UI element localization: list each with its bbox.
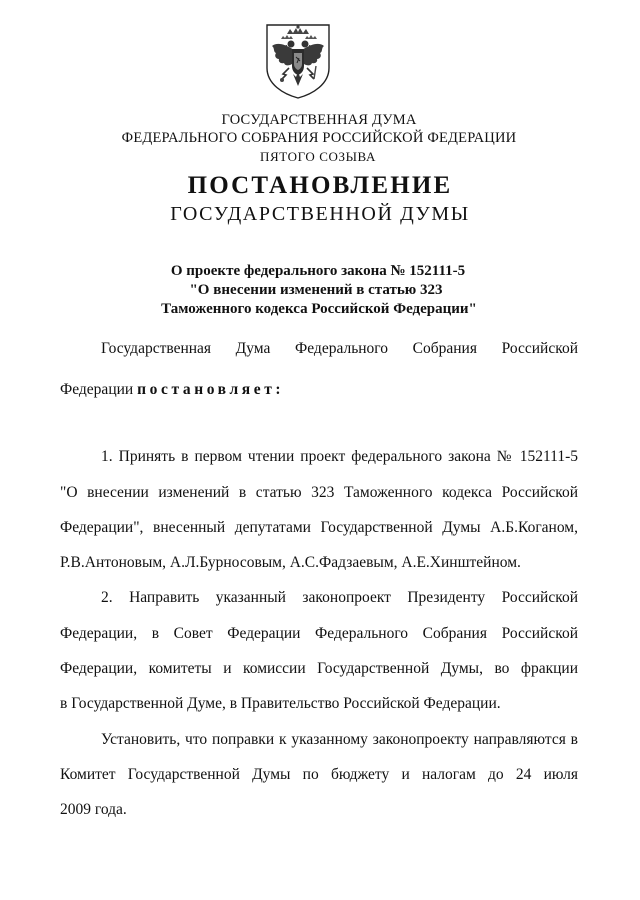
subject-line-2: "О внесении изменений в статью 323 <box>189 282 443 298</box>
russian-coat-of-arms-icon <box>263 22 333 100</box>
paragraph-1-line-2: "О внесении изменений в статью 323 Таможенного кодекса Российской <box>60 484 578 501</box>
paragraph-1-line-4: Р.В.Антоновым, А.Л.Бурносовым, А.С.Фадзаевым, А.Е.Хинштейном. <box>60 554 521 571</box>
paragraph-2-line-1: 2. Направить указанный законопроект Президенту Российской <box>101 589 578 606</box>
intro-line-1: Государственная Дума Федерального Собрания Российской <box>101 340 578 357</box>
paragraph-3-line-3: 2009 года. <box>60 801 127 818</box>
paragraph-2-line-3: Федерации, комитеты и комиссии Государственной Думы, во фракции <box>60 660 578 677</box>
org-line-convocation: ПЯТОГО СОЗЫВА <box>260 149 376 164</box>
document-title: ПОСТАНОВЛЕНИЕ <box>187 172 453 199</box>
subject-line-1: О проекте федерального закона № 152111-5 <box>170 263 466 279</box>
subject-line-3: Таможенного кодекса Российской Федерации" <box>161 301 477 317</box>
paragraph-1-line-3: Федерации", внесенный депутатами Государственной Думы А.Б.Коганом, <box>60 519 578 536</box>
org-line-duma: ГОСУДАРСТВЕННАЯ ДУМА <box>221 112 417 128</box>
paragraph-3-line-1: Установить, что поправки к указанному законопроекту направляются в <box>101 731 578 748</box>
document-subtitle: ГОСУДАРСТВЕННОЙ ДУМЫ <box>170 203 470 225</box>
paragraph-2-line-4: в Государственной Думе, в Правительство Российской Федерации. <box>60 695 501 712</box>
resolution-keyword: постановляет: <box>137 381 285 398</box>
paragraph-3-line-2: Комитет Государственной Думы по бюджету и налогам до 24 июля <box>60 766 578 783</box>
paragraph-2-line-2: Федерации, в Совет Федерации Федерального Собрания Российской <box>60 625 578 642</box>
org-line-federal-assembly: ФЕДЕРАЛЬНОГО СОБРАНИЯ РОССИЙСКОЙ ФЕДЕРАЦИИ <box>121 130 517 146</box>
paragraph-1-line-1: 1. Принять в первом чтении проект федерального закона № 152111-5 <box>101 448 578 465</box>
intro-line-2-start: Федерации <box>60 381 138 398</box>
intro-line-2 <box>60 380 578 400</box>
